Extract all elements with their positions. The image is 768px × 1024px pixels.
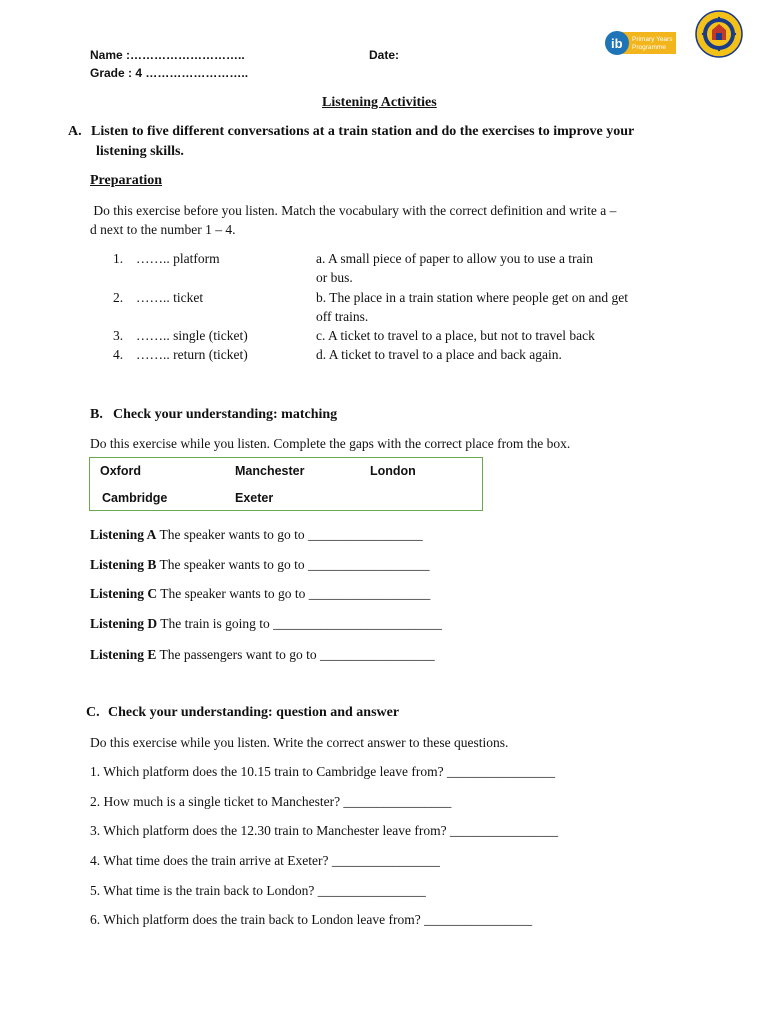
listening-text-d: The train is going to _________________________	[157, 616, 442, 631]
question-5: 5. What time is the train back to London? ________________	[90, 883, 426, 898]
listening-label-a: Listening A	[90, 527, 157, 542]
date-label: Date:	[369, 48, 400, 62]
section-b-instruction: Do this exercise while you listen. Complete the gaps with the correct place from the box.	[90, 436, 571, 451]
ib-pyp-logo-icon	[604, 28, 678, 58]
word-box	[89, 457, 483, 511]
listening-item-d	[90, 616, 442, 632]
preparation-instruction-line2: d next to the number 1 – 4.	[90, 222, 236, 237]
listening-label-e: Listening E	[90, 647, 157, 662]
box-word-oxford: Oxford	[100, 464, 141, 478]
listening-text-a: The speaker wants to go to _________________	[156, 527, 423, 542]
listening-text-b: The speaker wants to go to __________________	[156, 557, 430, 572]
listening-text-e: The passengers want to go to _________________	[156, 647, 435, 662]
grade-line: Grade : 4 ……………………..	[90, 66, 249, 80]
vocab-definition-4: d. A ticket to travel to a place and back again.	[316, 347, 562, 362]
vocab-definition-1a: a. A small piece of paper to allow you to use a train	[316, 251, 594, 266]
question-3: 3. Which platform does the 12.30 train to Manchester leave from? ________________	[90, 823, 559, 838]
vocab-num-3: 3.	[113, 328, 124, 343]
question-4: 4. What time does the train arrive at Exeter? ________________	[90, 853, 440, 868]
svg-text:ib: ib	[611, 36, 623, 51]
preparation-instruction-line1: Do this exercise before you listen. Match the vocabulary with the correct definition and write a –	[90, 203, 617, 218]
listening-item-a	[90, 527, 423, 543]
vocab-word-2: …….. ticket	[136, 290, 204, 305]
question-1: 1. Which platform does the 10.15 train to Cambridge leave from? ________________	[90, 764, 556, 779]
vocab-num-4: 4.	[113, 347, 124, 362]
ib-logo-text-1: Primary Years	[632, 36, 673, 43]
question-2: 2. How much is a single ticket to Manchester? ________________	[90, 794, 452, 809]
vocab-definition-3: c. A ticket to travel to a place, but not to travel back	[316, 328, 595, 343]
section-c-instruction: Do this exercise while you listen. Write the correct answer to these questions.	[90, 735, 509, 750]
listening-label-c: Listening C	[90, 586, 158, 601]
box-word-london: London	[370, 464, 416, 478]
preparation-heading: Preparation	[90, 173, 163, 188]
section-c-heading: Check your understanding: question and answer	[108, 705, 400, 720]
vocab-num-2: 2.	[113, 290, 124, 305]
vocab-word-3: …….. single (ticket)	[136, 328, 248, 343]
box-word-exeter: Exeter	[235, 491, 274, 505]
section-a-instruction-line2: listening skills.	[96, 144, 184, 159]
listening-label-d: Listening D	[90, 616, 158, 631]
vocab-definition-2a: b. The place in a train station where people get on and get	[316, 290, 629, 305]
section-a-letter: A.	[68, 124, 82, 139]
section-b-letter: B.	[90, 407, 103, 422]
school-seal-icon	[695, 10, 743, 58]
listening-item-b	[90, 557, 430, 573]
box-word-cambridge: Cambridge	[102, 491, 168, 505]
section-c-letter: C.	[86, 705, 100, 720]
ib-logo-text-2: Programme	[632, 44, 666, 51]
page-title: Listening Activities	[322, 95, 437, 110]
box-word-manchester: Manchester	[235, 464, 305, 478]
section-b-heading: Check your understanding: matching	[113, 407, 338, 422]
vocab-word-4: …….. return (ticket)	[136, 347, 248, 362]
vocab-num-1: 1.	[113, 251, 124, 266]
vocab-word-1: …….. platform	[136, 251, 220, 266]
vocab-definition-1b: or bus.	[316, 270, 353, 285]
listening-item-e	[90, 647, 435, 663]
listening-label-b: Listening B	[90, 557, 157, 572]
question-6: 6. Which platform does the train back to London leave from? ________________	[90, 912, 533, 927]
vocab-definition-2b: off trains.	[316, 309, 369, 324]
section-a-instruction-line1: Listen to five different conversations at a train station and do the exercises to improve your	[91, 124, 635, 139]
listening-item-c	[90, 586, 430, 602]
name-line: Name :………………………..	[90, 48, 245, 62]
listening-text-c: The speaker wants to go to __________________	[157, 586, 431, 601]
